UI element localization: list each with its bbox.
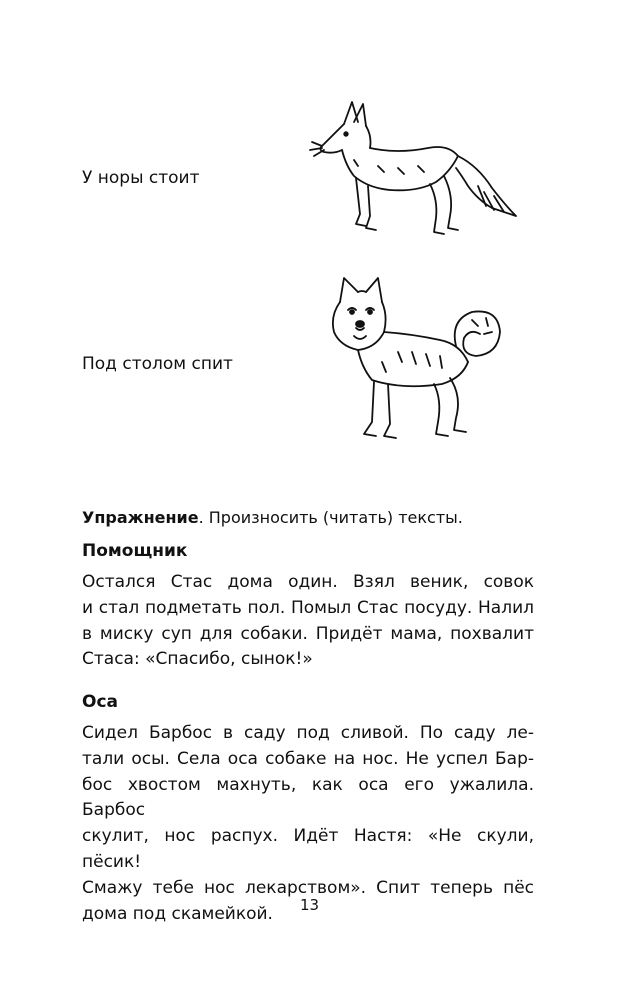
page-number: 13 — [299, 896, 320, 914]
text-line: Остался Стас дома один. Взял веник, совок — [82, 572, 534, 592]
text-line: и стал подметать пол. Помыл Стас посуду. Налил — [82, 597, 534, 618]
husky-dog-illustration — [322, 272, 508, 448]
exercise-label: Упражнение — [82, 508, 199, 527]
text-line: Смажу тебе нос лекарством». Спит теперь пёс — [82, 877, 534, 898]
text-line: бос хвостом махнуть, как оса его ужалила. Барбос — [82, 774, 534, 821]
text-line: Стаса: «Спасибо, сынок!» — [82, 649, 313, 670]
story-text-helper — [82, 570, 534, 673]
exercise-text: . Произносить (читать) тексты. — [198, 508, 463, 527]
story-title-helper: Помощник — [82, 541, 188, 561]
text-line: дома под скамейкой. — [82, 903, 273, 924]
fox-caption: У норы стоит — [82, 168, 200, 188]
story-title-wasp: Оса — [82, 692, 119, 712]
fox-illustration — [308, 96, 520, 242]
text-line: скулит, нос распух. Идёт Настя: «Не скули, пёсик! — [82, 826, 534, 872]
exercise-instruction — [82, 508, 463, 527]
text-line: тали осы. Села оса собаке на нос. Не успел Бар- — [82, 748, 534, 769]
text-line: в миску суп для собаки. Придёт мама, похвалит — [82, 623, 534, 644]
text-line: Сидел Барбос в саду под сливой. По саду ле- — [82, 723, 534, 743]
dog-caption: Под столом спит — [82, 354, 233, 374]
